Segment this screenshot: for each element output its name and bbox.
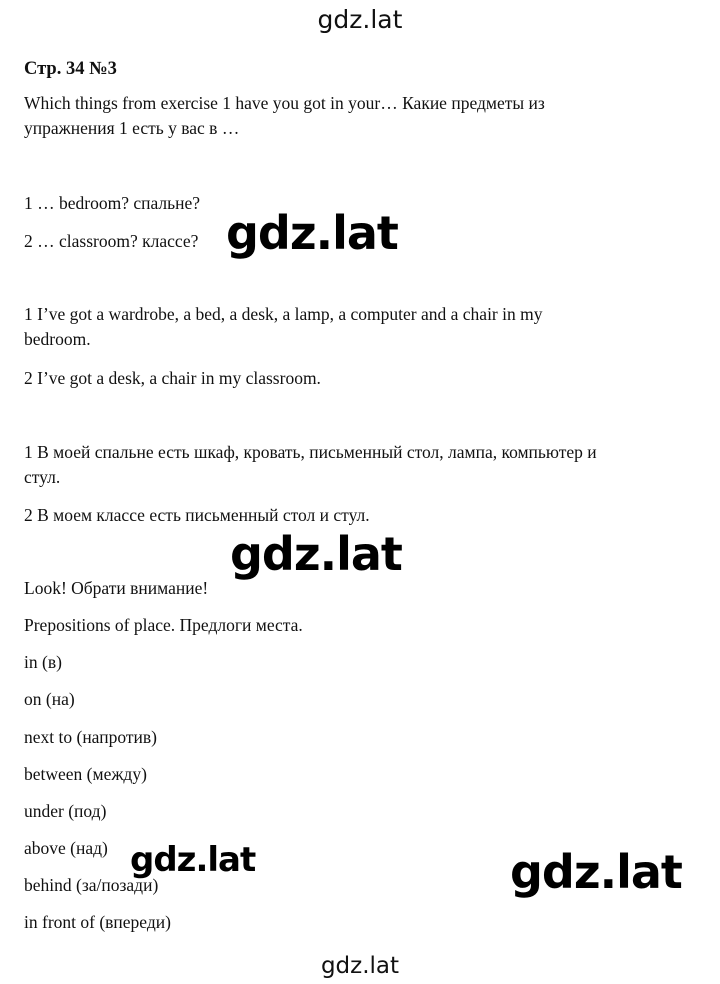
watermark: gdz.lat <box>226 206 398 260</box>
site-footer: gdz.lat <box>320 953 400 979</box>
watermark: gdz.lat <box>130 840 256 880</box>
question-1: 1 … bedroom? спальне? <box>24 193 201 213</box>
site-header: gdz.lat <box>317 5 403 34</box>
preposition-item: in (в) <box>24 652 62 672</box>
task-line-2: упражнения 1 есть у вас в … <box>24 118 240 138</box>
page-heading: Стр. 34 №3 <box>24 59 117 79</box>
look-note: Look! Обрати внимание! <box>24 578 209 598</box>
watermark: gdz.lat <box>510 845 682 899</box>
preposition-item: in front of (впереди) <box>24 912 171 932</box>
question-2: 2 … classroom? классе? <box>24 231 199 251</box>
preposition-item: above (над) <box>24 838 108 858</box>
answer-en-2: 2 I’ve got a desk, a chair in my classroom. <box>24 368 321 388</box>
answer-ru-1-line-2: стул. <box>24 467 61 487</box>
watermark: gdz.lat <box>230 527 402 581</box>
answer-ru-2: 2 В моем классе есть письменный стол и стул. <box>24 505 370 525</box>
prepositions-title: Prepositions of place. Предлоги места. <box>24 615 303 635</box>
answer-ru-1-line-1: 1 В моей спальне есть шкаф, кровать, письменный стол, лампа, компьютер и <box>24 442 597 462</box>
preposition-item: between (между) <box>24 764 147 784</box>
answer-en-1-line-2: bedroom. <box>24 329 91 349</box>
preposition-item: next to (напротив) <box>24 727 157 747</box>
preposition-item: behind (за/позади) <box>24 875 159 895</box>
preposition-item: on (на) <box>24 689 75 709</box>
task-line-1: Which things from exercise 1 have you got in your… Какие предметы из <box>24 93 545 113</box>
answer-en-1-line-1: 1 I’ve got a wardrobe, a bed, a desk, a lamp, a computer and a chair in my <box>24 304 543 324</box>
preposition-item: under (под) <box>24 801 107 821</box>
